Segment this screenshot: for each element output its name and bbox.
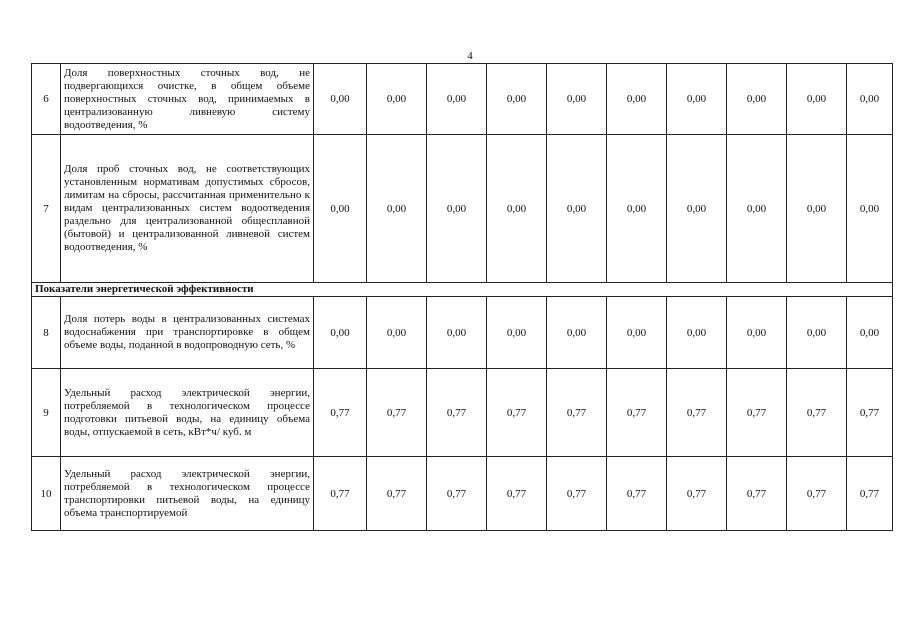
value-cell: 0,00: [607, 64, 667, 135]
value-cell: 0,77: [607, 457, 667, 531]
value-cell: 0,00: [847, 297, 893, 369]
value-cell: 0,77: [367, 369, 427, 457]
value-cell: 0,77: [547, 457, 607, 531]
value-cell: 0,00: [427, 135, 487, 283]
table-row: [32, 369, 893, 457]
indicator-description: Удельный расход электрической энергии, потребляемой в технологическом процессе подготовки питьевой воды, на единицу объема воды, отпускаемой в сеть, кВт*ч/ куб. м: [61, 369, 314, 457]
value-cell: 0,00: [314, 64, 367, 135]
value-cell: 0,77: [787, 457, 847, 531]
table-row: [32, 64, 893, 135]
value-cell: 0,00: [367, 64, 427, 135]
row-number: 7: [32, 135, 61, 283]
value-cell: 0,00: [847, 135, 893, 283]
value-cell: 0,00: [427, 297, 487, 369]
row-number: 9: [32, 369, 61, 457]
value-cell: 0,77: [487, 457, 547, 531]
value-cell: 0,00: [547, 135, 607, 283]
page-number: 4: [467, 50, 473, 62]
row-number: 10: [32, 457, 61, 531]
value-cell: 0,00: [487, 297, 547, 369]
value-cell: 0,00: [487, 135, 547, 283]
value-cell: 0,77: [667, 457, 727, 531]
value-cell: 0,77: [667, 369, 727, 457]
value-cell: 0,00: [367, 135, 427, 283]
indicator-description: Доля поверхностных сточных вод, не подвергающихся очистке, в общем объеме поверхностных сточных вод, принимаемых в централизованную ливневую систему водоотведения, %: [61, 64, 314, 135]
value-cell: 0,77: [487, 369, 547, 457]
row-number: 8: [32, 297, 61, 369]
indicators-table: [31, 63, 893, 531]
value-cell: 0,00: [427, 64, 487, 135]
value-cell: 0,77: [547, 369, 607, 457]
value-cell: 0,00: [727, 297, 787, 369]
value-cell: 0,00: [667, 64, 727, 135]
value-cell: 0,00: [787, 64, 847, 135]
value-cell: 0,77: [847, 457, 893, 531]
value-cell: 0,00: [367, 297, 427, 369]
indicator-description: Удельный расход электрической энергии, потребляемой в технологическом процессе транспортировки питьевой воды, на единицу объема транспортируемой: [61, 457, 314, 531]
value-cell: 0,77: [727, 457, 787, 531]
value-cell: 0,00: [727, 135, 787, 283]
value-cell: 0,00: [667, 135, 727, 283]
value-cell: 0,00: [667, 297, 727, 369]
section-title: Показатели энергетической эффективности: [32, 283, 893, 297]
value-cell: 0,00: [547, 64, 607, 135]
value-cell: 0,00: [847, 64, 893, 135]
value-cell: 0,77: [847, 369, 893, 457]
table-row: [32, 297, 893, 369]
value-cell: 0,00: [547, 297, 607, 369]
value-cell: 0,77: [427, 457, 487, 531]
value-cell: 0,00: [607, 135, 667, 283]
value-cell: 0,00: [727, 64, 787, 135]
table-row: [32, 457, 893, 531]
row-number: 6: [32, 64, 61, 135]
value-cell: 0,77: [727, 369, 787, 457]
value-cell: 0,00: [787, 135, 847, 283]
value-cell: 0,77: [367, 457, 427, 531]
indicator-description: Доля потерь воды в централизованных системах водоснабжения при транспортировке в общем объеме воды, поданной в водопроводную сеть, %: [61, 297, 314, 369]
value-cell: 0,00: [487, 64, 547, 135]
indicator-description: Доля проб сточных вод, не соответствующих установленным нормативам допустимых сбросов, лимитам на сбросы, рассчитанная применительно к видам централизованных систем водоотведения раздельно для централизованной общесплавной (бытовой) и централизованной ливневой систем водоотведения, %: [61, 135, 314, 283]
value-cell: 0,00: [314, 135, 367, 283]
section-header-row: [32, 283, 893, 297]
value-cell: 0,77: [427, 369, 487, 457]
value-cell: 0,77: [607, 369, 667, 457]
value-cell: 0,77: [787, 369, 847, 457]
value-cell: 0,00: [787, 297, 847, 369]
value-cell: 0,00: [607, 297, 667, 369]
value-cell: 0,77: [314, 369, 367, 457]
table-row: [32, 135, 893, 283]
value-cell: 0,77: [314, 457, 367, 531]
value-cell: 0,00: [314, 297, 367, 369]
